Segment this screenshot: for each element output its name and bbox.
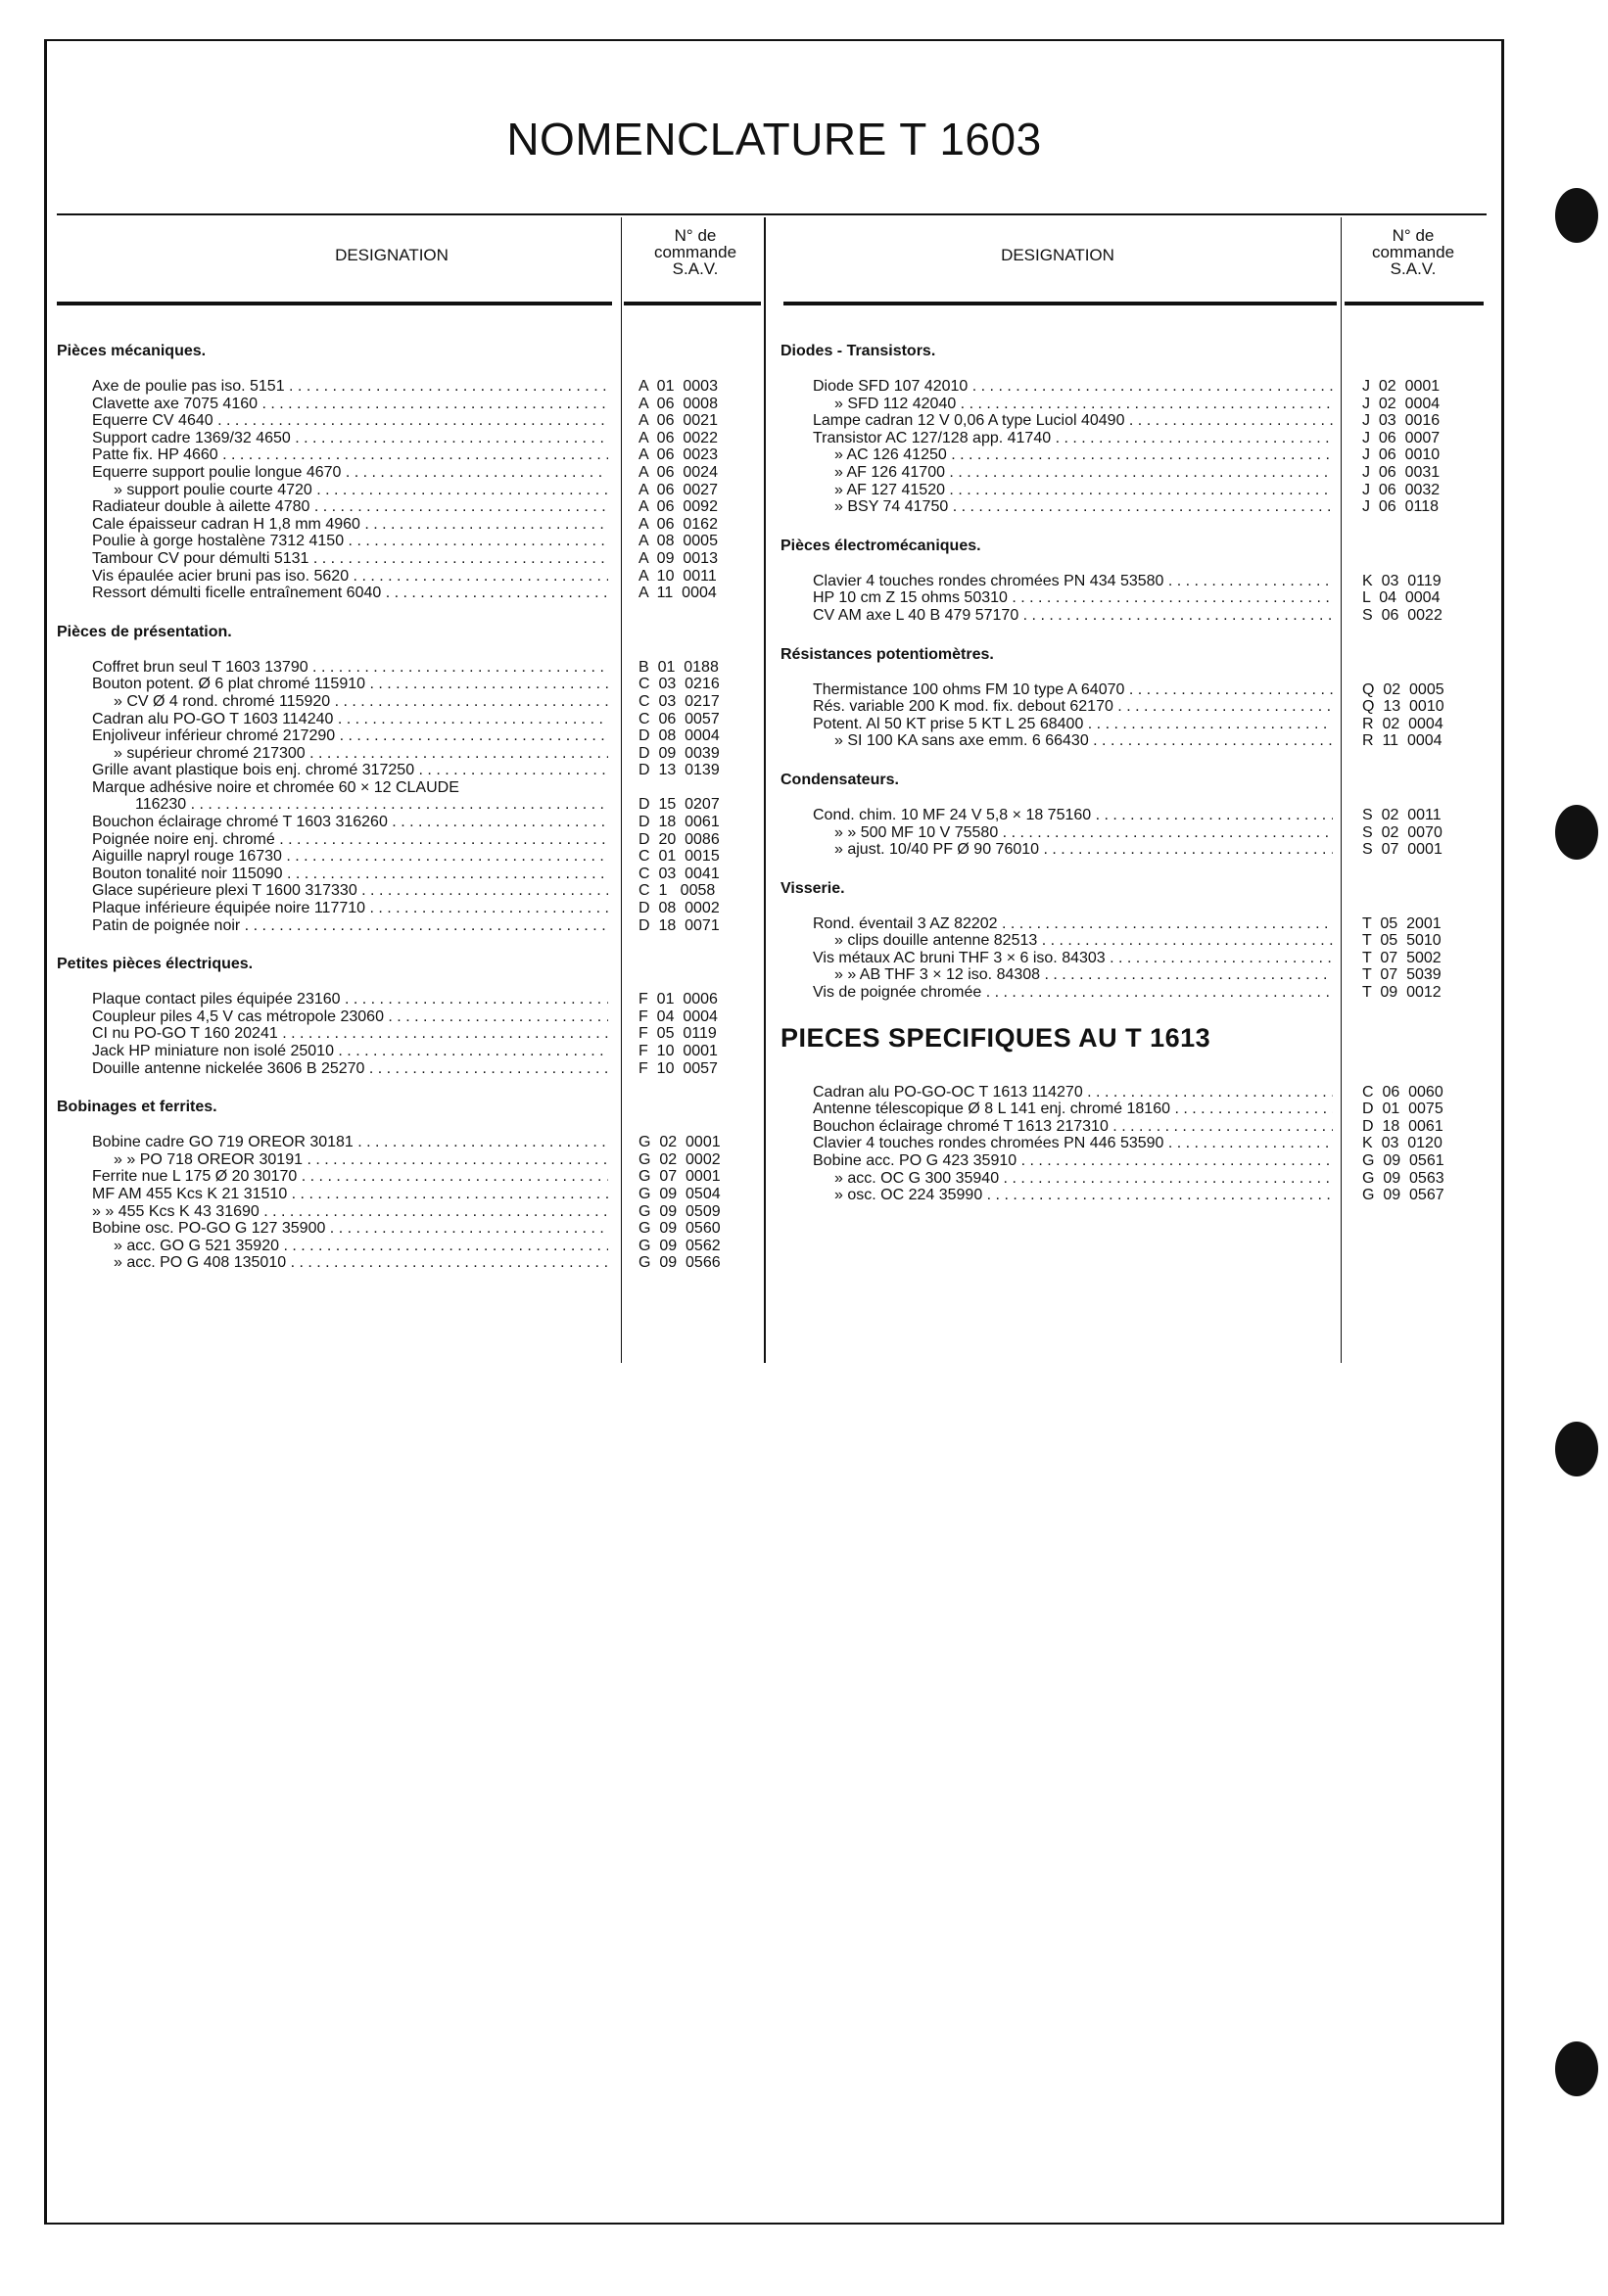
part-row — [780, 430, 1486, 447]
order-number: T 07 5039 — [1362, 966, 1442, 984]
part-row — [57, 498, 752, 516]
order-number: J 06 0007 — [1362, 429, 1441, 446]
left-designation-rule — [57, 302, 612, 305]
part-row — [780, 841, 1486, 859]
part-row — [57, 1238, 752, 1255]
part-row — [780, 950, 1486, 967]
part-designation: Rond. éventail 3 AZ 82202 . . . — [813, 915, 1333, 933]
order-number: G 09 0561 — [1362, 1152, 1444, 1170]
order-number: G 09 0562 — [638, 1237, 721, 1254]
order-number: G 02 0002 — [638, 1150, 721, 1168]
order-number: D 18 0061 — [1362, 1117, 1443, 1135]
part-row — [780, 464, 1486, 482]
part-row — [57, 446, 752, 464]
part-row — [780, 1135, 1486, 1152]
order-number: A 11 0004 — [638, 585, 717, 602]
part-row — [57, 727, 752, 745]
part-designation: » SFD 112 42040 . . . — [834, 396, 1333, 413]
order-number: K 03 0119 — [1362, 572, 1442, 589]
right-designation-header: DESIGNATION — [1001, 246, 1114, 264]
part-row — [57, 900, 752, 917]
punch-hole — [1555, 805, 1598, 860]
part-designation: » acc. PO G 408 135010 . . . — [114, 1254, 608, 1272]
right-designation-rule — [783, 302, 1337, 305]
column-divider — [764, 217, 766, 1363]
order-number: F 05 0119 — [638, 1025, 717, 1043]
part-designation: Bouchon éclairage chromé T 1603 316260 . . . — [92, 814, 608, 831]
left-designation-header: DESIGNATION — [335, 246, 449, 264]
part-designation: Bouton tonalité noir 115090 . . . — [92, 866, 608, 883]
order-number: D 09 0039 — [638, 744, 720, 762]
part-row — [780, 1084, 1486, 1101]
order-number: A 06 0022 — [638, 429, 718, 446]
part-row — [57, 917, 752, 935]
part-row — [57, 585, 752, 602]
order-number: A 08 0005 — [638, 533, 718, 550]
order-number: G 09 0560 — [638, 1220, 721, 1238]
part-designation: » AC 126 41250 . . . — [834, 446, 1333, 464]
order-number: A 06 0027 — [638, 481, 718, 498]
part-row — [780, 932, 1486, 950]
part-row — [780, 1187, 1486, 1204]
left-order-rule — [624, 302, 761, 305]
part-designation: Radiateur double à ailette 4780 . . . — [92, 498, 608, 516]
section-gap — [780, 750, 1486, 772]
part-row — [780, 698, 1486, 716]
section-heading: PIECES SPECIFIQUES AU T 1613 — [780, 1022, 1211, 1053]
part-designation: » SI 100 KA sans axe emm. 6 66430 . . . — [834, 732, 1333, 750]
order-number: A 10 0011 — [638, 567, 717, 585]
part-designation: » osc. OC 224 35990 . . . — [834, 1187, 1333, 1204]
order-number: G 02 0001 — [638, 1134, 721, 1151]
order-number: D 13 0139 — [638, 762, 720, 779]
order-number: Q 13 0010 — [1362, 698, 1444, 716]
part-row — [57, 1060, 752, 1078]
part-designation: » AF 126 41700 . . . — [834, 464, 1333, 482]
order-number: J 06 0032 — [1362, 481, 1441, 498]
order-number: F 10 0057 — [638, 1059, 718, 1077]
part-designation: » supérieur chromé 217300 . . . — [114, 745, 608, 763]
order-number: J 06 0118 — [1362, 498, 1439, 516]
part-designation: » AF 127 41520 . . . — [834, 482, 1333, 499]
part-designation: CI nu PO-GO T 160 20241 . . . — [92, 1025, 608, 1043]
part-row — [780, 378, 1486, 396]
part-row — [57, 796, 752, 814]
part-designation: Bouchon éclairage chromé T 1613 217310 . . . — [813, 1118, 1333, 1136]
order-number: C 01 0015 — [638, 848, 720, 866]
section-gap — [780, 625, 1486, 646]
part-row — [57, 831, 752, 849]
part-designation: HP 10 cm Z 15 ohms 50310 . . . — [813, 589, 1333, 607]
part-designation: 116230 . . . — [135, 796, 608, 814]
part-designation: Enjoliveur inférieur chromé 217290 . . . — [92, 727, 608, 745]
part-row — [780, 716, 1486, 733]
part-row — [57, 516, 752, 534]
part-designation: Transistor AC 127/128 app. 41740 . . . — [813, 430, 1333, 447]
part-row — [57, 396, 752, 413]
part-row — [57, 430, 752, 447]
order-number: G 09 0509 — [638, 1202, 721, 1220]
part-designation: Antenne télescopique Ø 8 L 141 enj. chromé 18160 . . . — [813, 1101, 1333, 1118]
section-gap — [780, 516, 1486, 538]
order-number: S 02 0070 — [1362, 823, 1442, 841]
part-row — [780, 984, 1486, 1002]
part-designation: Vis épaulée acier bruni pas iso. 5620 . . . — [92, 568, 608, 586]
part-row — [57, 464, 752, 482]
part-row — [780, 573, 1486, 590]
part-designation: Lampe cadran 12 V 0,06 A type Luciol 40490 . . . — [813, 412, 1333, 430]
section-heading: Pièces de présentation. — [57, 623, 232, 640]
order-number: B 01 0188 — [638, 658, 719, 676]
part-designation: » acc. GO G 521 35920 . . . — [114, 1238, 608, 1255]
part-row — [57, 814, 752, 831]
part-row — [780, 1152, 1486, 1170]
section-heading: Pièces mécaniques. — [57, 343, 207, 359]
order-number: C 03 0216 — [638, 676, 720, 693]
part-row — [780, 915, 1486, 933]
part-row — [57, 1186, 752, 1203]
order-number: D 08 0004 — [638, 727, 720, 745]
section-heading: Résistances potentiomètres. — [780, 645, 994, 663]
page-title: NOMENCLATURE T 1603 — [506, 114, 1042, 164]
order-number: J 06 0010 — [1362, 446, 1441, 464]
order-number: A 06 0008 — [638, 395, 718, 412]
order-number: D 18 0071 — [638, 916, 720, 934]
part-designation: Plaque inférieure équipée noire 117710 . . . — [92, 900, 608, 917]
order-number: K 03 0120 — [1362, 1135, 1442, 1152]
order-number: R 11 0004 — [1362, 732, 1442, 750]
part-row — [57, 1203, 752, 1221]
part-designation: » clips douille antenne 82513 . . . — [834, 932, 1333, 950]
part-designation: » » AB THF 3 × 12 iso. 84308 . . . — [834, 966, 1333, 984]
part-designation: Poignée noire enj. chromé . . . — [92, 831, 608, 849]
part-designation: Equerre CV 4640 . . . — [92, 412, 608, 430]
order-number: A 06 0024 — [638, 463, 718, 481]
part-row — [57, 1168, 752, 1186]
part-row — [57, 711, 752, 728]
part-row — [57, 882, 752, 900]
order-number: A 06 0092 — [638, 498, 718, 516]
order-number: F 04 0004 — [638, 1007, 718, 1025]
part-designation: Cadran alu PO-GO-OC T 1613 114270 . . . — [813, 1084, 1333, 1101]
section-gap — [780, 1002, 1486, 1023]
section-heading: Bobinages et ferrites. — [57, 1099, 217, 1116]
order-number: C 06 0060 — [1362, 1083, 1443, 1101]
part-row — [780, 824, 1486, 842]
section-heading: Pièces électromécaniques. — [780, 537, 981, 554]
part-designation: Axe de poulie pas iso. 5151 . . . — [92, 378, 608, 396]
order-number: A 09 0013 — [638, 549, 718, 567]
order-number: D 01 0075 — [1362, 1101, 1443, 1118]
order-number: S 07 0001 — [1362, 841, 1442, 859]
part-row — [57, 1151, 752, 1169]
part-row — [57, 779, 752, 797]
part-designation: Vis de poignée chromée . . . — [813, 984, 1333, 1002]
part-row — [57, 568, 752, 586]
order-number: T 05 2001 — [1362, 914, 1442, 932]
order-number: R 02 0004 — [1362, 715, 1443, 732]
part-designation: Bobine acc. PO G 423 35910 . . . — [813, 1152, 1333, 1170]
part-designation: » support poulie courte 4720 . . . — [114, 482, 608, 499]
part-designation: Marque adhésive noire et chromée 60 × 12 CLAUDE — [92, 778, 459, 796]
order-number: D 15 0207 — [638, 796, 720, 814]
punch-hole — [1555, 188, 1598, 243]
part-designation: Cond. chim. 10 MF 24 V 5,8 × 18 75160 . . . — [813, 807, 1333, 824]
order-number: J 02 0004 — [1362, 395, 1441, 412]
part-designation: Grille avant plastique bois enj. chromé 317250 . . . — [92, 762, 608, 779]
part-designation: Jack HP miniature non isolé 25010 . . . — [92, 1043, 608, 1060]
part-row — [57, 991, 752, 1008]
order-number: G 09 0504 — [638, 1185, 721, 1202]
right-column — [780, 343, 1486, 1204]
part-designation: Coffret brun seul T 1603 13790 . . . — [92, 659, 608, 677]
part-designation: » » 455 Kcs K 43 31690 . . . — [92, 1203, 608, 1221]
part-designation: Coupleur piles 4,5 V cas métropole 23060 . . . — [92, 1008, 608, 1026]
section-gap — [780, 859, 1486, 880]
part-row — [57, 550, 752, 568]
part-designation: Bobine cadre GO 719 OREOR 30181 . . . — [92, 1134, 608, 1151]
part-designation: Aiguille napryl rouge 16730 . . . — [92, 848, 608, 866]
order-number: G 09 0563 — [1362, 1169, 1444, 1187]
section-gap — [57, 602, 752, 624]
part-row — [780, 681, 1486, 699]
section-heading: Condensateurs. — [780, 771, 899, 788]
part-row — [57, 676, 752, 693]
part-row — [780, 1118, 1486, 1136]
part-row — [780, 966, 1486, 984]
order-number: S 02 0011 — [1362, 806, 1442, 823]
part-row — [780, 498, 1486, 516]
order-number: T 09 0012 — [1362, 984, 1442, 1002]
section-heading: Petites pièces électriques. — [57, 956, 254, 973]
part-row — [57, 848, 752, 866]
part-designation: Ferrite nue L 175 Ø 20 30170 . . . — [92, 1168, 608, 1186]
part-designation: Rés. variable 200 K mod. fix. debout 62170 . . . — [813, 698, 1333, 716]
order-number: G 09 0567 — [1362, 1187, 1444, 1204]
part-row — [57, 1025, 752, 1043]
part-designation: Cale épaisseur cadran H 1,8 mm 4960 . . . — [92, 516, 608, 534]
punch-hole — [1555, 2041, 1598, 2096]
part-row — [780, 807, 1486, 824]
order-number: D 08 0002 — [638, 900, 720, 917]
order-number: C 03 0041 — [638, 865, 720, 882]
part-designation: Patte fix. HP 4660 . . . — [92, 446, 608, 464]
part-row — [57, 762, 752, 779]
part-row — [780, 1101, 1486, 1118]
part-row — [57, 866, 752, 883]
order-number: A 06 0023 — [638, 446, 718, 464]
part-designation: Bouton potent. Ø 6 plat chromé 115910 . . . — [92, 676, 608, 693]
part-row — [57, 482, 752, 499]
order-number: D 20 0086 — [638, 830, 720, 848]
part-designation: CV AM axe L 40 B 479 57170 . . . — [813, 607, 1333, 625]
order-number: C 06 0057 — [638, 710, 720, 727]
part-row — [57, 1134, 752, 1151]
part-designation: Plaque contact piles équipée 23160 . . . — [92, 991, 608, 1008]
part-row — [57, 533, 752, 550]
punch-hole — [1555, 1422, 1598, 1476]
part-designation: Clavier 4 touches rondes chromées PN 434 53580 . . . — [813, 573, 1333, 590]
order-number: C 1 0058 — [638, 882, 716, 900]
part-designation: Support cadre 1369/32 4650 . . . — [92, 430, 608, 447]
order-number: J 03 0016 — [1362, 412, 1441, 430]
part-designation: Clavette axe 7075 4160 . . . — [92, 396, 608, 413]
part-row — [57, 1043, 752, 1060]
order-number: G 09 0566 — [638, 1254, 721, 1272]
part-designation: Patin de poignée noir . . . — [92, 917, 608, 935]
part-row — [57, 1254, 752, 1272]
header-rule — [57, 213, 1487, 215]
part-designation: » CV Ø 4 rond. chromé 115920 . . . — [114, 693, 608, 711]
right-order-header: N° de commande S.A.V. — [1371, 226, 1455, 278]
part-row — [57, 745, 752, 763]
part-designation: Clavier 4 touches rondes chromées PN 446 53590 . . . — [813, 1135, 1333, 1152]
order-number: G 07 0001 — [638, 1168, 721, 1186]
order-number: S 06 0022 — [1362, 606, 1442, 624]
part-designation: Poulie à gorge hostalène 7312 4150 . . . — [92, 533, 608, 550]
part-designation: Thermistance 100 ohms FM 10 type A 64070 . . . — [813, 681, 1333, 699]
order-number: T 05 5010 — [1362, 932, 1442, 950]
part-designation: » » 500 MF 10 V 75580 . . . — [834, 824, 1333, 842]
right-order-rule — [1345, 302, 1484, 305]
part-row — [780, 589, 1486, 607]
order-number: J 02 0001 — [1362, 378, 1441, 395]
part-designation: Ressort démulti ficelle entraînement 6040 . . . — [92, 585, 608, 602]
order-number: Q 02 0005 — [1362, 680, 1444, 698]
order-number: D 18 0061 — [638, 814, 720, 831]
part-row — [57, 659, 752, 677]
part-row — [57, 412, 752, 430]
part-row — [57, 1008, 752, 1026]
left-column — [57, 343, 752, 1272]
part-designation: » » PO 718 OREOR 30191 . . . — [114, 1151, 608, 1169]
part-row — [780, 446, 1486, 464]
order-number: F 01 0006 — [638, 991, 718, 1008]
part-designation: Cadran alu PO-GO T 1603 114240 . . . — [92, 711, 608, 728]
part-row — [780, 412, 1486, 430]
part-row — [780, 732, 1486, 750]
part-designation: » acc. OC G 300 35940 . . . — [834, 1170, 1333, 1188]
part-designation: » ajust. 10/40 PF Ø 90 76010 . . . — [834, 841, 1333, 859]
part-row — [780, 607, 1486, 625]
part-designation: Vis métaux AC bruni THF 3 × 6 iso. 84303 . . . — [813, 950, 1333, 967]
order-number: A 06 0162 — [638, 515, 718, 533]
order-number: L 04 0004 — [1362, 589, 1441, 607]
order-number: A 06 0021 — [638, 412, 718, 430]
part-row — [780, 1170, 1486, 1188]
part-designation: Tambour CV pour démulti 5131 . . . — [92, 550, 608, 568]
part-designation: MF AM 455 Kcs K 21 31510 . . . — [92, 1186, 608, 1203]
order-number: T 07 5002 — [1362, 949, 1442, 966]
part-row — [780, 482, 1486, 499]
part-designation: Bobine osc. PO-GO G 127 35900 . . . — [92, 1220, 608, 1238]
section-heading: Visserie. — [780, 879, 845, 897]
part-designation: » BSY 74 41750 . . . — [834, 498, 1333, 516]
part-designation: Douille antenne nickelée 3606 B 25270 . . . — [92, 1060, 608, 1078]
part-designation: Glace supérieure plexi T 1600 317330 . . . — [92, 882, 608, 900]
part-designation: Diode SFD 107 42010 . . . — [813, 378, 1333, 396]
part-designation: Potent. Al 50 KT prise 5 KT L 25 68400 . . . — [813, 716, 1333, 733]
order-number: A 01 0003 — [638, 378, 718, 395]
section-gap — [57, 934, 752, 956]
section-heading: Diodes - Transistors. — [780, 343, 936, 359]
order-number: J 06 0031 — [1362, 463, 1441, 481]
part-row — [57, 378, 752, 396]
left-order-header: N° de commande S.A.V. — [653, 226, 737, 278]
part-row — [57, 1220, 752, 1238]
part-row — [57, 693, 752, 711]
order-number: F 10 0001 — [638, 1043, 718, 1059]
section-gap — [57, 1077, 752, 1099]
part-row — [780, 396, 1486, 413]
part-designation: Equerre support poulie longue 4670 . . . — [92, 464, 608, 482]
order-number: C 03 0217 — [638, 692, 720, 710]
